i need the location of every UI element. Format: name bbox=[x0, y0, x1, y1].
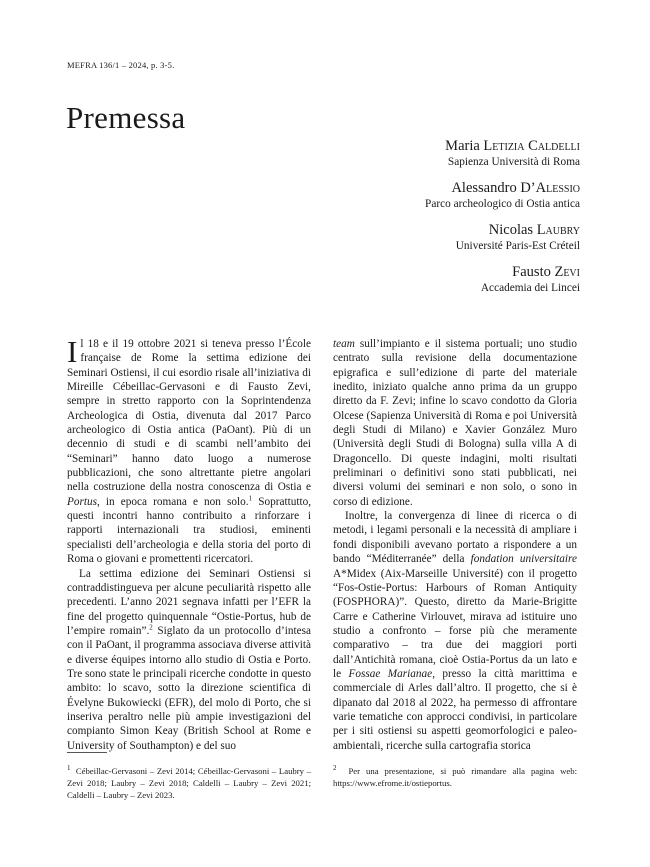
italic-term: Portus bbox=[67, 495, 98, 508]
footnote-1 bbox=[67, 765, 311, 802]
author-affiliation: Sapienza Università di Roma bbox=[447, 156, 580, 168]
author-list bbox=[180, 137, 580, 305]
footnote-number: 2 bbox=[333, 764, 337, 773]
author-first-name: Fausto bbox=[512, 264, 551, 280]
author-name bbox=[180, 263, 580, 281]
author-first-name: Nicolas bbox=[488, 222, 534, 238]
author-affiliation: Parco archeologico di Ostia antica bbox=[425, 198, 580, 210]
footnote-ref[interactable]: 2 bbox=[149, 623, 153, 632]
footnote-text: Cébeillac-Gervasoni – Zevi 2014; Cébeillac-Gervasoni – Laubry – Zevi 2018; Laubry – Zevi 2018; Caldelli – Laubry – Zevi 2021; Caldelli – Laubry – Zevi 2023. bbox=[67, 766, 311, 801]
paragraph-text: La settima edizione dei Seminari Ostiensi si contraddistingueva per alcune peculiarità rispetto alle precedenti. L’anno 2021 segnava infatti per l’EFR la fine del progetto quinquennale “Ostie-Portus, hub de l’empire romain”. bbox=[67, 567, 311, 637]
author-name bbox=[180, 221, 580, 239]
italic-term: team bbox=[333, 338, 355, 350]
author-entry bbox=[180, 263, 580, 296]
drop-cap: I bbox=[67, 334, 78, 369]
italic-term: fondation universitaire bbox=[470, 553, 577, 566]
paragraph-text: , presso la città marittima e commerciale di Arles dall’altro. Il progetto, che si è dipanato dal 2018 al 2022, ha permesso di affrontare varie tematiche con approcci condivisi, in particolare per i siti ostiensi su aspetti geomorfologici e paleo-ambientali, ricerche sulla cartografia storica bbox=[333, 667, 577, 752]
footnote-divider bbox=[67, 752, 107, 753]
author-first-name: Maria bbox=[445, 138, 480, 154]
author-affiliation: Université Paris-Est Créteil bbox=[455, 240, 580, 252]
paragraph-text: Soprattutto, questi incontri hanno contribuito a rinforzare i rapporti internazionali tra studiosi, eminenti specialisti dell’archeologia e della storia del porto di Roma o giovani e promettenti ricercatori. bbox=[67, 495, 312, 566]
author-entry bbox=[180, 137, 580, 170]
body-paragraph bbox=[67, 334, 312, 567]
footnote-number: 1 bbox=[67, 764, 71, 773]
author-last-name: Letizia Caldelli bbox=[483, 138, 580, 154]
author-entry bbox=[180, 179, 580, 212]
paragraph-text: A*Midex (Aix-Marseille Université) con il progetto “Fos-Ostie-Portus: Harbours of Roman Antiquity (FOSPHORA)”. Questo, diretto da Marie-Brigitte Carre e Catherine Virlouvet, mirava ad istituire uno studio a confronto – forse più che meramente comparativo – tra due dei maggiori porti dall’Antichità romana, cioè Ostia-Portus da un lato e le bbox=[333, 567, 577, 680]
paragraph-text: Siglato da un protocollo d’intesa con il PaOant, il programma associava diverse attività e diverse équipes intorno allo studio di Ostia e Porto. Tre sono state le principali ricerche condotte in questo ambito: lo scavo, sotto la direzione scientifica di Évelyne Bukowiecki (EFR), del molo di Porto, che si inseriva peraltro nelle più ampie investigazioni del compianto Simon Keay (British School at Rome e University of Southampton) e del suo bbox=[67, 624, 311, 752]
italic-term: Fossae Marianae bbox=[348, 667, 433, 680]
body-paragraph bbox=[333, 509, 577, 753]
footnote-2 bbox=[333, 765, 577, 789]
author-last-name: Laubry bbox=[536, 222, 580, 238]
paragraph-text: Inoltre, la convergenza di linee di ricerca o di metodi, i legami personali e la necessità di ampliare i fondi disponibili avevano portato a rispondere a un bando “Méditerranée” della bbox=[333, 510, 577, 566]
body-column-right bbox=[333, 337, 577, 753]
footnote-text: Per una presentazione, si può rimandare alla pagina web: https://www.efrome.it/ostieportus. bbox=[333, 766, 577, 789]
body-paragraph bbox=[333, 337, 577, 509]
author-last-name: Zevi bbox=[554, 264, 580, 280]
footnote-ref[interactable]: 1 bbox=[248, 494, 253, 503]
body-column-left bbox=[67, 334, 312, 753]
body-paragraph bbox=[67, 567, 311, 753]
paragraph-text: , in epoca romana e non solo. bbox=[97, 495, 249, 508]
paragraph-text: sull’impianto e il sistema portuali; uno studio centrato sulla revisione della documentazione epigrafica e sull’edizione di parte del materiale inedito, iniziato qualche anno prima da un gruppo diretto da F. Zevi; infine lo scavo condotto da Gloria Olcese (Sapienza Università di Roma e poi Università degli Studi di Milano) e Xavier González Muro (Università degli Studi di Bologna) sulla villa A di Dragoncello. Di queste indagini, molti risultati preliminari o definitivi sono stati pubblicati, nei diversi volumi dei seminari e non solo, o sono in corso di edizione. bbox=[333, 338, 577, 508]
paragraph-text: l 18 e il 19 ottobre 2021 si teneva presso l’École française de Rome la settima edizione dei Seminari Ostiensi, il cui esordio risale all’iniziativa di Mireille Cébeillac-Gervasoni e di Fausto Zevi, sempre in stretto rapporto con la Soprintendenza Archeologica di Ostia, divenuta dal 2017 Parco archeologico di Ostia antica (PaOant). Più di un decennio di studi e di scambi nell’ambito dei “Seminari” hanno dato luogo a numerose pubblicazioni, che sono altrettante pietre angolari nella costruzione della nostra conoscenza di Ostia e bbox=[67, 338, 311, 494]
author-entry bbox=[180, 221, 580, 254]
author-first-name: Alessandro bbox=[451, 180, 517, 196]
author-name bbox=[180, 179, 580, 197]
journal-reference: MEFRA 136/1 – 2024, p. 3-5. bbox=[67, 60, 175, 70]
author-affiliation: Accademia dei Lincei bbox=[480, 282, 580, 294]
page-title: Premessa bbox=[66, 100, 186, 135]
author-last-name: D’Alessio bbox=[520, 180, 580, 196]
author-name bbox=[180, 137, 580, 155]
